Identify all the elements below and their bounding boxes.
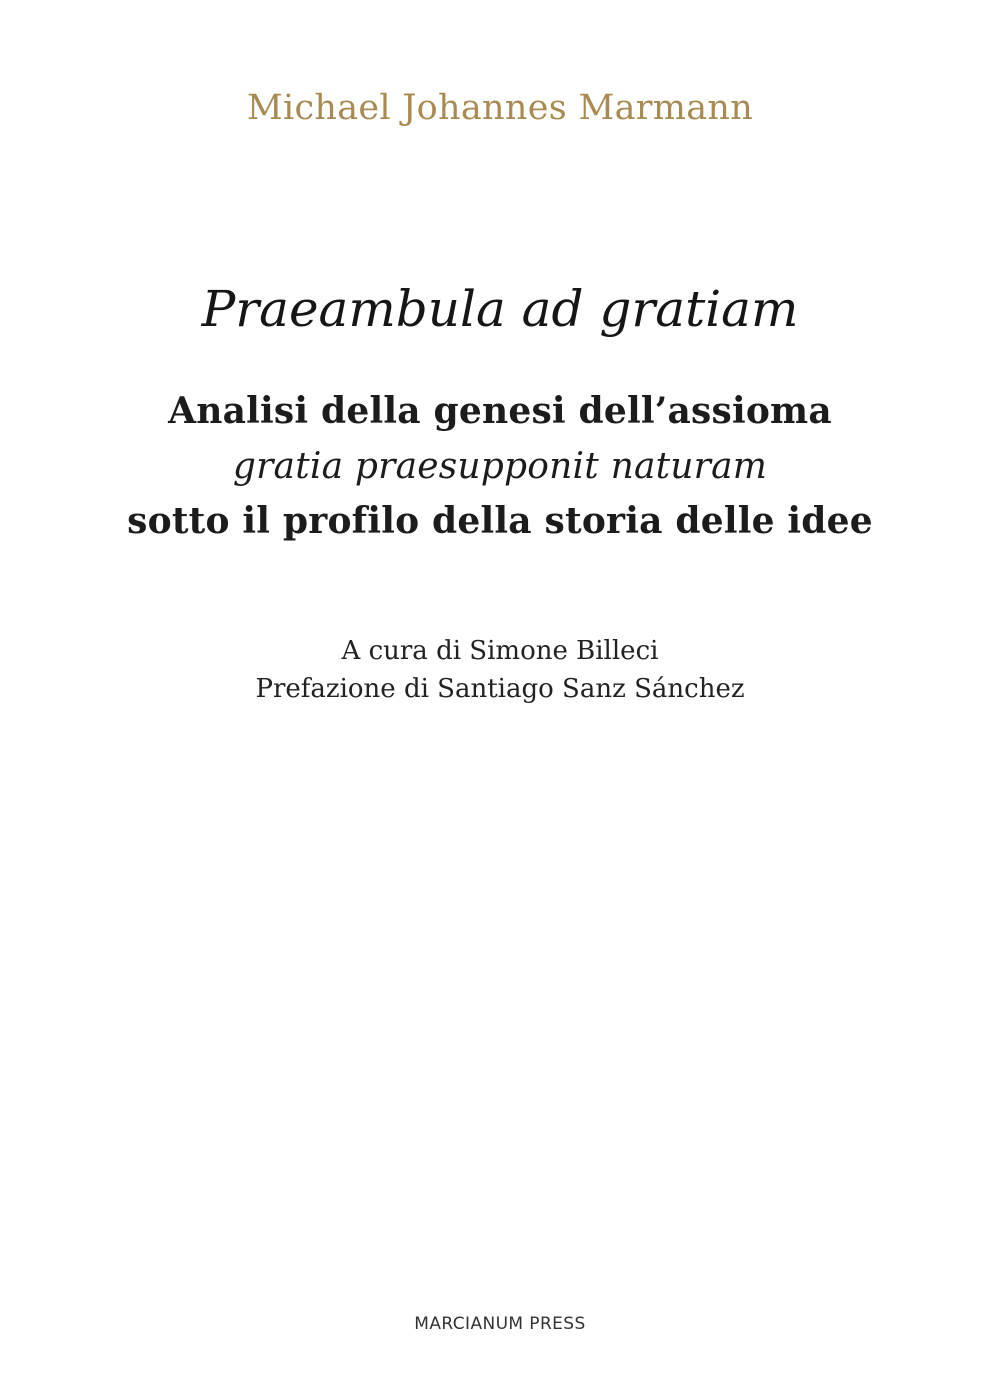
preface-credit: Prefazione di Santiago Sanz Sánchez [255,674,745,704]
book-title: Praeambula ad gratiam [201,280,799,338]
publisher-name: MARCIANUM PRESS [414,1314,586,1334]
editor-credit: A cura di Simone Billeci [341,636,659,666]
subtitle-line-1: Analisi della genesi dell’assioma [168,390,832,432]
subtitle-line-2: gratia praesupponit naturam [232,446,768,487]
author-name: Michael Johannes Marmann [246,88,754,128]
subtitle-line-3: sotto il profilo della storia delle idee [127,500,873,542]
